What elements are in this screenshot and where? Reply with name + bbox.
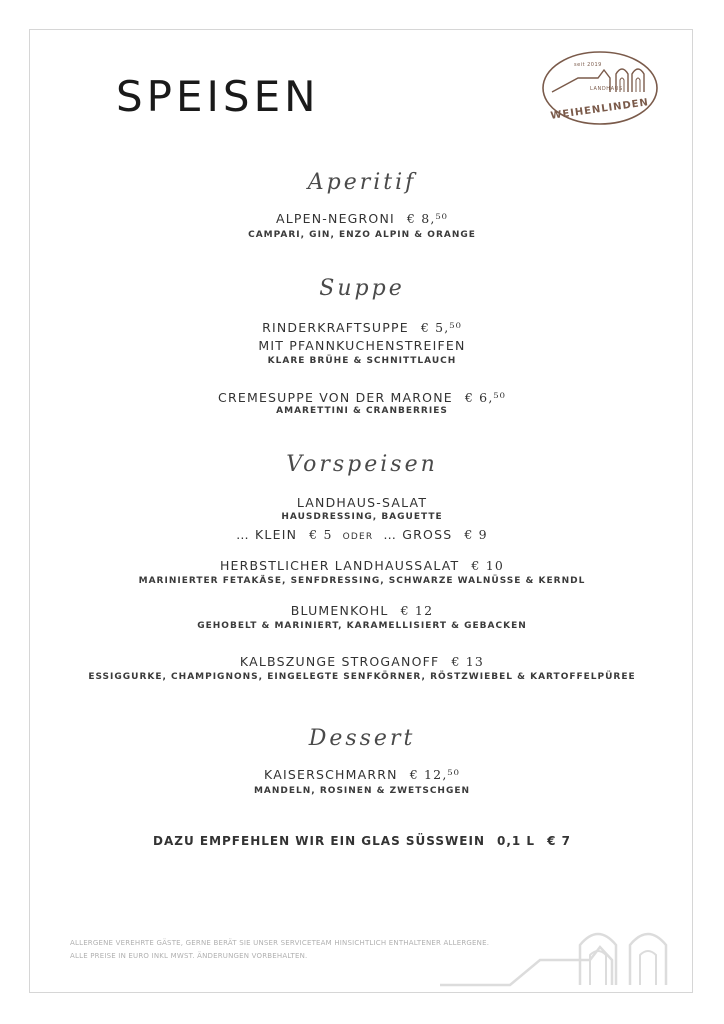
dish-description: AMARETTINI & CRANBERRIES — [276, 406, 448, 416]
dish-landhaus-salat: LANDHAUS-SALAT — [296, 495, 428, 510]
recommend-price: € 7 — [547, 834, 571, 848]
dish-description: KLARE BRÜHE & SCHNITTLAUCH — [267, 356, 457, 366]
dish-cremesuppe — [0, 390, 724, 405]
dessert-wine-recommendation — [0, 834, 724, 848]
dish-price: € 6,⁵⁰ — [464, 390, 506, 405]
section-title-vorspeisen: Vorspeisen — [286, 452, 438, 477]
logo-top-text: seit 2019 — [574, 62, 602, 68]
dish-kaiserschmarrn — [0, 767, 724, 782]
recommend-text: DAZU EMPFEHLEN WIR EIN GLAS SÜSSWEIN — [153, 834, 485, 848]
dish-kalbszunge — [0, 654, 724, 669]
dish-price: € 10 — [471, 558, 505, 573]
dish-description: ESSIGGURKE, CHAMPIGNONS, EINGELEGTE SENFKÖRNER, RÖSTZWIEBEL & KARTOFFELPÜREE — [88, 672, 636, 682]
section-title-suppe: Suppe — [319, 276, 405, 301]
dish-description: HAUSDRESSING, BAGUETTE — [281, 512, 443, 522]
dish-price: € 8,⁵⁰ — [406, 211, 448, 226]
dish-size-options — [0, 527, 724, 542]
recommend-qty: 0,1 L — [497, 834, 536, 848]
logo-small-text: LANDHAUS — [590, 86, 623, 92]
dish-description: CAMPARI, GIN, ENZO ALPIN & ORANGE — [248, 230, 476, 240]
landhaus-logo — [540, 48, 660, 128]
dish-name: ALPEN-NEGRONI — [276, 211, 395, 226]
footer-allergene: ALLERGENE VEREHRTE GÄSTE, GERNE BERÄT SIE UNSER SERVICETEAM HINSICHTLICH ENTHALTENER ALLERGENE. — [70, 939, 490, 947]
dish-description: MARINIERTER FETAKÄSE, SENFDRESSING, SCHWARZE WALNÜSSE & KERNDL — [138, 576, 586, 586]
section-title-aperitif: Aperitif — [307, 170, 417, 195]
oder-word: ODER — [342, 532, 374, 542]
dish-price: € 12,⁵⁰ — [409, 767, 460, 782]
dish-rinderkraftsuppe — [0, 320, 724, 335]
page-title: SPEISEN — [116, 72, 320, 121]
dish-price: € 12 — [400, 603, 434, 618]
footer-notes — [70, 937, 489, 963]
dish-alpen-negroni — [0, 211, 724, 226]
section-title-dessert: Dessert — [308, 726, 416, 751]
size-large: … GROSS — [383, 527, 453, 542]
dish-name: KAISERSCHMARRN — [264, 767, 398, 782]
dish-price: € 13 — [451, 654, 485, 669]
house-outline-decoration — [440, 915, 693, 993]
dish-name: RINDERKRAFTSUPPE — [262, 320, 409, 335]
footer-preise: ALLE PREISE IN EURO INKL MWST. ÄNDERUNGEN VORBEHALTEN. — [70, 952, 308, 960]
dish-name: CREMESUPPE VON DER MARONE — [218, 390, 453, 405]
dish-name-line2: MIT PFANNKUCHENSTREIFEN — [258, 338, 466, 353]
dish-name: HERBSTLICHER LANDHAUSSALAT — [219, 558, 460, 573]
price-large: € 9 — [464, 527, 488, 542]
dish-description: MANDELN, ROSINEN & ZWETSCHGEN — [253, 786, 471, 796]
size-small: … KLEIN — [236, 527, 298, 542]
dish-description: GEHOBELT & MARINIERT, KARAMELLISIERT & GEBACKEN — [197, 621, 527, 631]
logo-name-text: WEIHENLINDEN — [549, 97, 650, 122]
dish-name: BLUMENKOHL — [290, 603, 389, 618]
dish-name: KALBSZUNGE STROGANOFF — [239, 654, 440, 669]
dish-price: € 5,⁵⁰ — [420, 320, 462, 335]
dish-herbstlicher-salat — [0, 558, 724, 573]
dish-blumenkohl — [0, 603, 724, 618]
price-small: € 5 — [309, 527, 333, 542]
